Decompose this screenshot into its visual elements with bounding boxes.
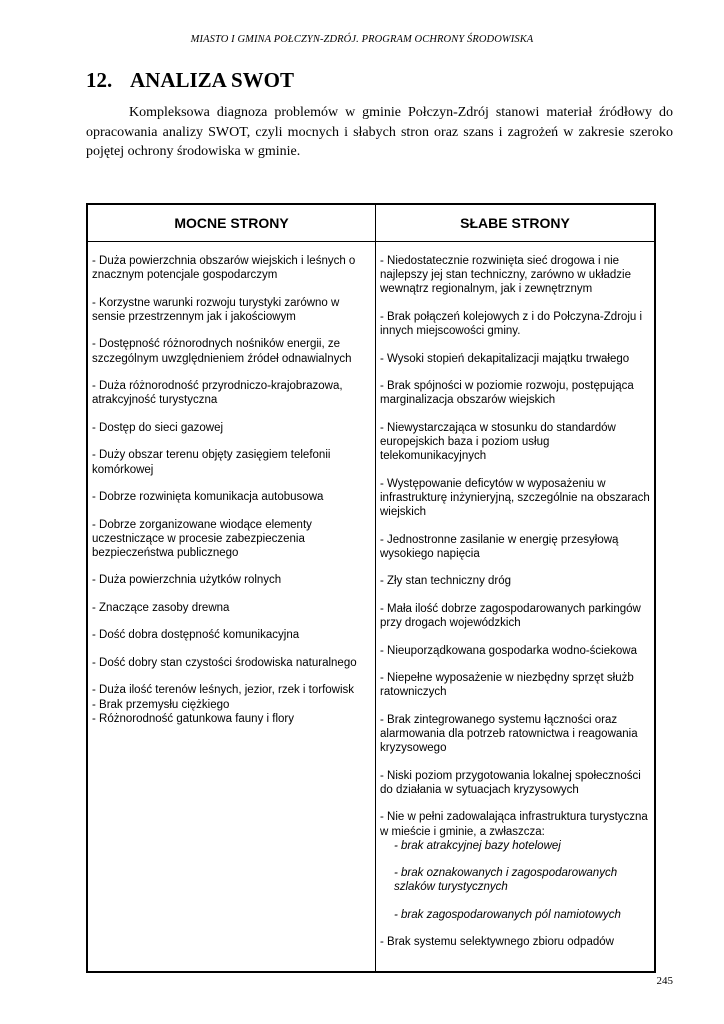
strength-item: - Korzystne warunki rozwoju turystyki zarówno w sensie przestrzennym jak i jakościowym (92, 296, 340, 323)
swot-table (86, 203, 656, 973)
weakness-item: - Niepełne wyposażenie w niezbędny sprzęt służb ratowniczych (380, 672, 634, 699)
chapter-number: 12. (86, 68, 113, 92)
intro-paragraph: Kompleksowa diagnoza problemów w gminie Połczyn-Zdrój stanowi materiał źródłowy do opracowania analizy SWOT, czyli mocnych i słabych stron oraz szans i zagrożeń w zakresie szeroko pojętej ochrony środowiska w gminie. (86, 105, 673, 159)
weakness-item: - Jednostronne zasilanie w energię przesyłową wysokiego napięcia (380, 533, 619, 560)
weaknesses-cell (376, 242, 656, 972)
weakness-item: - Brak połączeń kolejowych z i do Połczyna-Zdroju i innych miejscowości gminy. (380, 310, 643, 338)
weakness-subitem: - brak oznakowanych i zagospodarowanych szlaków turystycznych (394, 867, 618, 894)
strength-item: - Duży obszar terenu objęty zasięgiem telefonii komórkowej (92, 449, 331, 476)
weakness-item-with-subitems (380, 810, 650, 922)
strength-item: - Dobrze rozwinięta komunikacja autobusowa (92, 491, 324, 504)
strength-item: - Dość dobra dostępność komunikacyjna (92, 629, 300, 642)
strength-item: - Duża ilość terenów leśnych, jezior, rzek i torfowisk (92, 684, 355, 697)
weaknesses-header: SŁABE STRONY (376, 204, 656, 242)
strengths-cell (87, 242, 376, 972)
weakness-item: - Brak spójności w poziomie rozwoju, postępująca marginalizacja obszarów wiejskich (380, 380, 634, 407)
weakness-item: - Występowanie deficytów w wyposażeniu w infrastrukturę inżynieryjną, szczególnie na obszarach wiejskich (380, 477, 650, 519)
weakness-item: - Nieuporządkowana gospodarka wodno-ściekowa (380, 644, 637, 657)
chapter-heading (86, 68, 294, 93)
weakness-subitems (380, 839, 650, 922)
weakness-item: - Mała ilość dobrze zagospodarowanych parkingów przy drogach wojewódzkich (380, 602, 641, 630)
strengths-header: MOCNE STRONY (87, 204, 376, 242)
strength-item: - Duża powierzchnia obszarów wiejskich i leśnych o znacznym potencjale gospodarczym (92, 255, 356, 282)
weakness-subitem: - brak atrakcyjnej bazy hotelowej (394, 839, 561, 852)
strength-item: - Dostęp do sieci gazowej (92, 421, 224, 434)
strength-item: - Dobrze zorganizowane wiodące elementy uczestniczące w procesie zabezpieczenia bezpieczeństwa publicznego (92, 518, 312, 559)
weakness-item: - Wysoki stopień dekapitalizacji majątku trwałego (380, 352, 630, 365)
strength-item: - Duża powierzchnia użytków rolnych (92, 574, 282, 587)
weakness-item: - Brak systemu selektywnego zbioru odpadów (380, 936, 614, 949)
weakness-item: - Niski poziom przygotowania lokalnej społeczności do działania w sytuacjach kryzysowych (380, 769, 641, 796)
running-header: MIASTO I GMINA POŁCZYN-ZDRÓJ. PROGRAM OCHRONY ŚRODOWISKA (190, 34, 534, 45)
strength-item: - Duża różnorodność przyrodniczo-krajobrazowa, atrakcyjność turystyczna (92, 380, 343, 407)
strength-item: - Dość dobry stan czystości środowiska naturalnego (92, 656, 357, 669)
strength-item: - Brak przemysłu ciężkiego (92, 698, 230, 711)
weakness-item: - Zły stan techniczny dróg (380, 575, 512, 588)
weakness-item: - Nie w pełni zadowalająca infrastruktura turystyczna w mieście i gminie, a zwłaszcza: (380, 811, 648, 838)
strength-item: - Różnorodność gatunkowa fauny i flory (92, 712, 294, 725)
weakness-item: - Brak zintegrowanego systemu łączności oraz alarmowania dla potrzeb ratownictwa i reagowania kryzysowego (380, 713, 638, 755)
weakness-subitem: - brak zagospodarowanych pól namiotowych (394, 908, 621, 921)
page-number: 245 (656, 975, 673, 987)
weakness-item: - Niedostatecznie rozwinięta sieć drogowa i nie najlepszy jej stan techniczny, zarówno w układzie wewnątrz regionalnym, jak i zewnętrznym (380, 255, 631, 296)
weakness-item: - Niewystarczająca w stosunku do standardów europejskich baza i poziom usług telekomunikacyjnych (380, 421, 616, 463)
strength-item: - Znaczące zasoby drewna (92, 601, 230, 614)
chapter-title: ANALIZA SWOT (130, 68, 294, 92)
strength-item: - Dostępność różnorodnych nośników energii, ze szczególnym uwzględnieniem źródeł odnawialnych (92, 338, 352, 365)
